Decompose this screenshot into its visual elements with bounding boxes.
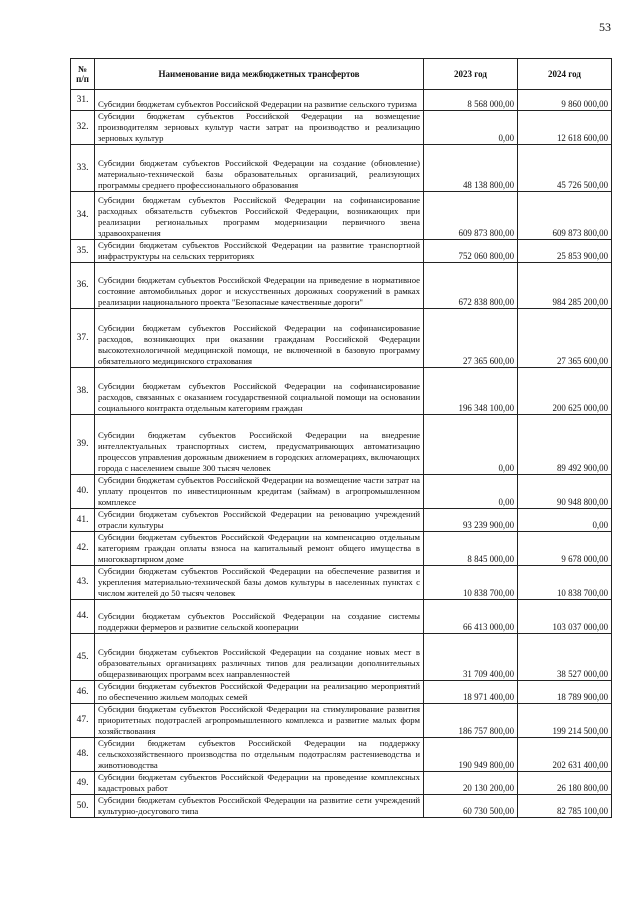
table-row: [71, 795, 612, 818]
header-name: Наименование вида межбюджетных трансфертов: [95, 59, 424, 90]
header-number: № п/п: [71, 59, 95, 90]
table-row: [71, 240, 612, 263]
row-number: 39.: [71, 415, 95, 475]
transfer-name: Субсидии бюджетам субъектов Российской Федерации на компенсацию отдельным категориям граждан оплаты взноса на капитальный ремонт общего имущества в многоквартирном доме: [95, 532, 424, 566]
amount-2024: 89 492 900,00: [518, 415, 612, 475]
amount-2024: 984 285 200,00: [518, 263, 612, 309]
amount-2023: 0,00: [424, 415, 518, 475]
table-row: [71, 566, 612, 600]
transfer-name: Субсидии бюджетам субъектов Российской Федерации на проведение комплексных кадастровых работ: [95, 772, 424, 795]
amount-2023: 93 239 900,00: [424, 509, 518, 532]
row-number: 46.: [71, 681, 95, 704]
table-row: [71, 368, 612, 415]
transfer-name: Субсидии бюджетам субъектов Российской Федерации на стимулирование развития приоритетных подотраслей агропромышленного комплекса и развитие малых форм хозяйствования: [95, 704, 424, 738]
transfer-name: Субсидии бюджетам субъектов Российской Федерации на создание (обновление) материально-технической базы образовательных организаций, реализующих программы среднего профессионального образования: [95, 145, 424, 192]
table-row: [71, 90, 612, 111]
transfer-name: Субсидии бюджетам субъектов Российской Федерации на приведение в нормативное состояние автомобильных дорог и искусственных дорожных сооружений в рамках реализации национального проекта "Безопасные качественные дороги": [95, 263, 424, 309]
amount-2024: 25 853 900,00: [518, 240, 612, 263]
table-header-row: [71, 59, 612, 90]
row-number: 33.: [71, 145, 95, 192]
table-row: [71, 415, 612, 475]
transfer-name: Субсидии бюджетам субъектов Российской Федерации на развитие транспортной инфраструктуры на сельских территориях: [95, 240, 424, 263]
amount-2023: 672 838 800,00: [424, 263, 518, 309]
transfer-name: Субсидии бюджетам субъектов Российской Федерации на софинансирование расходных обязательств субъектов Российской Федерации, возникающих при реализации региональных программ модернизации первичного звена здравоохранения: [95, 192, 424, 240]
table-row: [71, 509, 612, 532]
amount-2023: 31 709 400,00: [424, 634, 518, 681]
row-number: 36.: [71, 263, 95, 309]
amount-2023: 60 730 500,00: [424, 795, 518, 818]
amount-2024: 38 527 000,00: [518, 634, 612, 681]
row-number: 35.: [71, 240, 95, 263]
transfer-name: Субсидии бюджетам субъектов Российской Федерации на создание системы поддержки фермеров и развитие сельской кооперации: [95, 600, 424, 634]
table-row: [71, 772, 612, 795]
row-number: 38.: [71, 368, 95, 415]
amount-2023: 8 568 000,00: [424, 90, 518, 111]
row-number: 48.: [71, 738, 95, 772]
amount-2024: 103 037 000,00: [518, 600, 612, 634]
row-number: 41.: [71, 509, 95, 532]
table-row: [71, 600, 612, 634]
amount-2024: 27 365 600,00: [518, 309, 612, 368]
table-row: [71, 475, 612, 509]
row-number: 40.: [71, 475, 95, 509]
page-number: 53: [599, 20, 611, 34]
amount-2024: 202 631 400,00: [518, 738, 612, 772]
transfers-table: [70, 58, 612, 818]
amount-2023: 752 060 800,00: [424, 240, 518, 263]
amount-2023: 8 845 000,00: [424, 532, 518, 566]
row-number: 34.: [71, 192, 95, 240]
transfer-name: Субсидии бюджетам субъектов Российской Федерации на софинансирование расходов, связанных с оказанием государственной социальной помощи на основании социального контракта отдельным категориям граждан: [95, 368, 424, 415]
transfer-name: Субсидии бюджетам субъектов Российской Федерации на развитие сельского туризма: [95, 90, 424, 111]
amount-2023: 66 413 000,00: [424, 600, 518, 634]
row-number: 31.: [71, 90, 95, 111]
transfer-name: Субсидии бюджетам субъектов Российской Федерации на обеспечение развития и укрепления материально-технической базы домов культуры в населенных пунктах с числом жителей до 50 тысяч человек: [95, 566, 424, 600]
amount-2024: 200 625 000,00: [518, 368, 612, 415]
amount-2024: 9 860 000,00: [518, 90, 612, 111]
amount-2024: 10 838 700,00: [518, 566, 612, 600]
row-number: 42.: [71, 532, 95, 566]
amount-2024: 45 726 500,00: [518, 145, 612, 192]
transfer-name: Субсидии бюджетам субъектов Российской Федерации на создание новых мест в образовательных организациях различных типов для реализации дополнительных общеразвивающих программ всех направленностей: [95, 634, 424, 681]
row-number: 49.: [71, 772, 95, 795]
transfer-name: Субсидии бюджетам субъектов Российской Федерации на софинансирование расходов, возникающих при оказании гражданам Российской Федерации высокотехнологичной медицинской помощи, не включенной в базовую программу обязательного медицинского страхования: [95, 309, 424, 368]
transfer-name: Субсидии бюджетам субъектов Российской Федерации на развитие сети учреждений культурно-досугового типа: [95, 795, 424, 818]
amount-2024: 18 789 900,00: [518, 681, 612, 704]
amount-2023: 609 873 800,00: [424, 192, 518, 240]
amount-2023: 0,00: [424, 111, 518, 145]
amount-2024: 0,00: [518, 509, 612, 532]
table-row: [71, 309, 612, 368]
header-2023: 2023 год: [424, 59, 518, 90]
row-number: 37.: [71, 309, 95, 368]
transfer-name: Субсидии бюджетам субъектов Российской Федерации на реализацию мероприятий по обеспечению жильем молодых семей: [95, 681, 424, 704]
amount-2023: 0,00: [424, 475, 518, 509]
table-row: [71, 738, 612, 772]
table-row: [71, 681, 612, 704]
amount-2024: 199 214 500,00: [518, 704, 612, 738]
transfer-name: Субсидии бюджетам субъектов Российской Федерации на возмещение производителям зерновых культур части затрат на производство и реализацию зерновых культур: [95, 111, 424, 145]
row-number: 50.: [71, 795, 95, 818]
transfer-name: Субсидии бюджетам субъектов Российской Федерации на возмещение части затрат на уплату процентов по инвестиционным кредитам (займам) в агропромышленном комплексе: [95, 475, 424, 509]
row-number: 47.: [71, 704, 95, 738]
amount-2023: 18 971 400,00: [424, 681, 518, 704]
transfer-name: Субсидии бюджетам субъектов Российской Федерации на внедрение интеллектуальных транспортных систем, предусматривающих автоматизацию процессов управления дорожным движением в городских агломерациях, включающих города с населением свыше 300 тысяч человек: [95, 415, 424, 475]
header-2024: 2024 год: [518, 59, 612, 90]
amount-2023: 48 138 800,00: [424, 145, 518, 192]
table-row: [71, 263, 612, 309]
amount-2024: 609 873 800,00: [518, 192, 612, 240]
amount-2023: 20 130 200,00: [424, 772, 518, 795]
amount-2024: 90 948 800,00: [518, 475, 612, 509]
amount-2023: 186 757 800,00: [424, 704, 518, 738]
transfer-name: Субсидии бюджетам субъектов Российской Федерации на реновацию учреждений отрасли культуры: [95, 509, 424, 532]
table-row: [71, 704, 612, 738]
transfer-name: Субсидии бюджетам субъектов Российской Федерации на поддержку сельскохозяйственного производства по отдельным подотраслям растениеводства и животноводства: [95, 738, 424, 772]
amount-2024: 82 785 100,00: [518, 795, 612, 818]
table-row: [71, 634, 612, 681]
amount-2023: 190 949 800,00: [424, 738, 518, 772]
table-row: [71, 145, 612, 192]
amount-2023: 27 365 600,00: [424, 309, 518, 368]
amount-2023: 196 348 100,00: [424, 368, 518, 415]
table-row: [71, 192, 612, 240]
amount-2024: 12 618 600,00: [518, 111, 612, 145]
amount-2024: 9 678 000,00: [518, 532, 612, 566]
amount-2023: 10 838 700,00: [424, 566, 518, 600]
row-number: 44.: [71, 600, 95, 634]
table-row: [71, 111, 612, 145]
row-number: 43.: [71, 566, 95, 600]
row-number: 45.: [71, 634, 95, 681]
row-number: 32.: [71, 111, 95, 145]
table-row: [71, 532, 612, 566]
amount-2024: 26 180 800,00: [518, 772, 612, 795]
